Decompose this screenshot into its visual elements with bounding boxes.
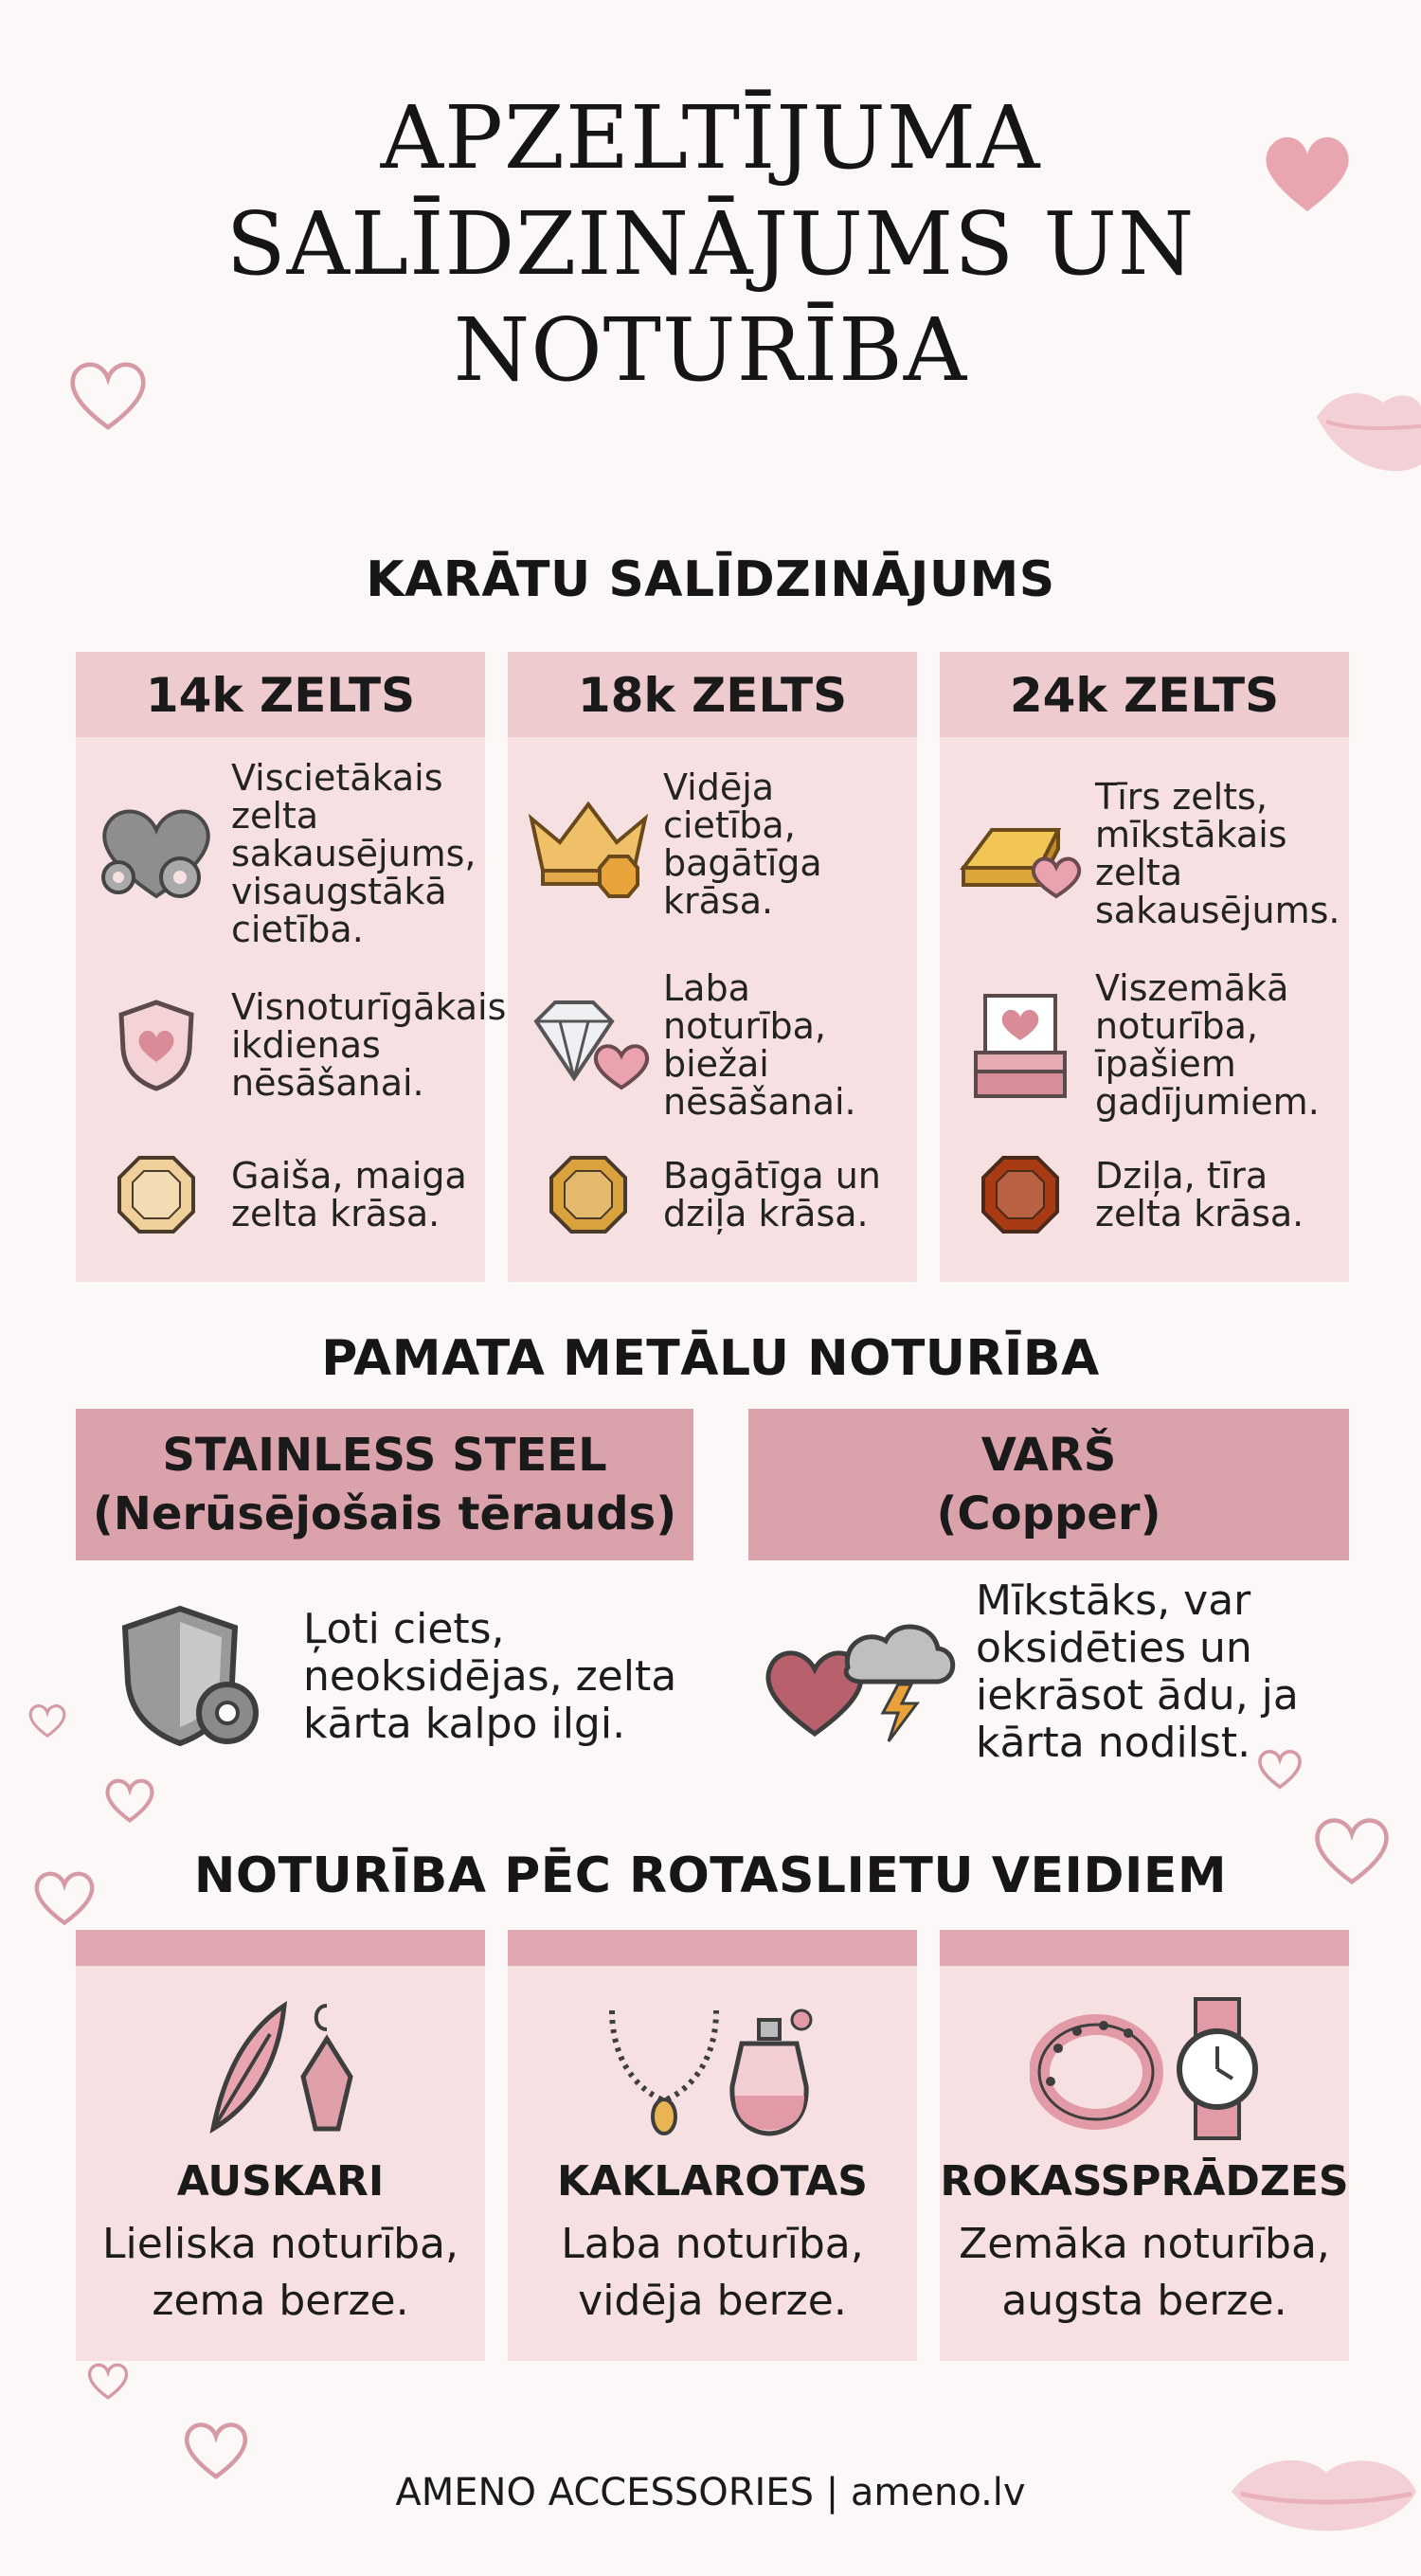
karat-row-text: Laba noturība, biežai nēsāšanai.	[663, 967, 856, 1123]
karat-card-title: 14k ZELTS	[76, 652, 485, 737]
title-line: SALĪDZINĀJUMS UN	[225, 193, 1196, 295]
karat-row	[949, 1135, 1343, 1253]
metal-text-copper: Mīkstāks, var oksidēties un iekrāsot ādu, ja kārta nodilst.	[976, 1576, 1299, 1767]
page-title	[0, 85, 1421, 404]
karat-row-text: Bagātīga un dziļa krāsa.	[663, 1154, 881, 1234]
metal-subname: (Nerūsējošais tērauds)	[92, 1487, 677, 1540]
type-card-necklaces	[508, 1930, 917, 2361]
metal-header-steel	[76, 1409, 693, 1560]
type-name: AUSKARI	[176, 2157, 385, 2206]
gem-icon	[980, 1154, 1061, 1235]
karat-row	[517, 967, 911, 1123]
crown-icon	[522, 790, 655, 899]
shield-heart-icon	[114, 998, 199, 1092]
heart-outline-decoration-icon	[27, 1701, 68, 1740]
type-card-bracelets	[940, 1930, 1349, 2361]
heart-outline-decoration-icon	[102, 1774, 157, 1827]
metal-text-steel: Ļoti ciets, neoksidējas, zelta kārta kalpo ilgi.	[303, 1605, 677, 1748]
title-line: APZELTĪJUMA	[380, 87, 1041, 189]
metal-name: VARŠ	[980, 1429, 1117, 1482]
type-desc: Laba noturība, vidēja berze.	[561, 2220, 864, 2325]
type-card-bar	[940, 1930, 1349, 1966]
karat-row-text: Dziļa, tīra zelta krāsa.	[1095, 1154, 1304, 1234]
type-name: ROKASSPRĀDZES	[940, 2157, 1349, 2206]
heart-gears-icon	[90, 797, 223, 910]
karat-section-title: KARĀTU SALĪDZINĀJUMS	[366, 551, 1055, 608]
jewelry-box-icon	[968, 988, 1072, 1102]
karat-row-text: Visnoturīgākais ikdienas nēsāšanai.	[231, 986, 507, 1104]
metal-name: STAINLESS STEEL	[162, 1429, 607, 1482]
gem-icon	[548, 1154, 629, 1235]
karat-row	[517, 754, 911, 934]
footer-brand: AMENO ACCESSORIES | ameno.lv	[395, 2471, 1026, 2514]
title-line: NOTURĪBA	[453, 299, 968, 401]
type-card-bar	[508, 1930, 917, 1966]
gem-icon	[116, 1154, 197, 1235]
type-card-earrings	[76, 1930, 485, 2361]
type-desc: Zemāka noturība, augsta berze.	[959, 2220, 1330, 2325]
type-desc: Lieliska noturība, zema berze.	[102, 2220, 459, 2325]
heart-storm-icon	[758, 1601, 957, 1753]
karat-card-18k	[508, 652, 917, 1282]
karat-row	[949, 754, 1343, 953]
feather-earring-icon	[194, 1996, 374, 2138]
karat-row-text: Tīrs zelts, mīkstākais zelta sakausējums.	[1095, 776, 1340, 931]
karat-row-text: Gaiša, maiga zelta krāsa.	[231, 1154, 467, 1234]
karat-row-text: Viscietākais zelta sakausējums, visaugstākā cietība.	[231, 757, 477, 950]
karat-row	[517, 1135, 911, 1253]
karat-row	[949, 964, 1343, 1126]
karat-row	[85, 754, 479, 953]
karat-row-text: Vidēja cietība, bagātīga krāsa.	[663, 766, 822, 922]
necklace-perfume-icon	[598, 1991, 825, 2143]
shield-gear-icon	[114, 1601, 275, 1762]
metal-subname: (Copper)	[936, 1487, 1161, 1540]
types-section-title: NOTURĪBA PĒC ROTASLIETU VEIDIEM	[193, 1847, 1228, 1904]
metal-header-copper	[748, 1409, 1349, 1560]
karat-card-24k	[940, 652, 1349, 1282]
diamond-heart-icon	[522, 993, 655, 1097]
heart-outline-decoration-icon	[85, 2359, 131, 2403]
karat-card-14k	[76, 652, 507, 1282]
karat-row-text: Viszemākā noturība, īpašiem gadījumiem.	[1095, 967, 1320, 1123]
karat-card-title: 18k ZELTS	[508, 652, 917, 737]
type-card-bar	[76, 1930, 485, 1966]
bracelet-watch-icon	[1030, 1991, 1267, 2143]
karat-row	[85, 1135, 479, 1253]
karat-card-title: 24k ZELTS	[940, 652, 1349, 737]
gold-bar-heart-icon	[954, 802, 1087, 906]
karat-row	[85, 974, 507, 1116]
metals-section-title: PAMATA METĀLU NOTURĪBA	[321, 1330, 1100, 1387]
type-name: KAKLAROTAS	[557, 2157, 868, 2206]
